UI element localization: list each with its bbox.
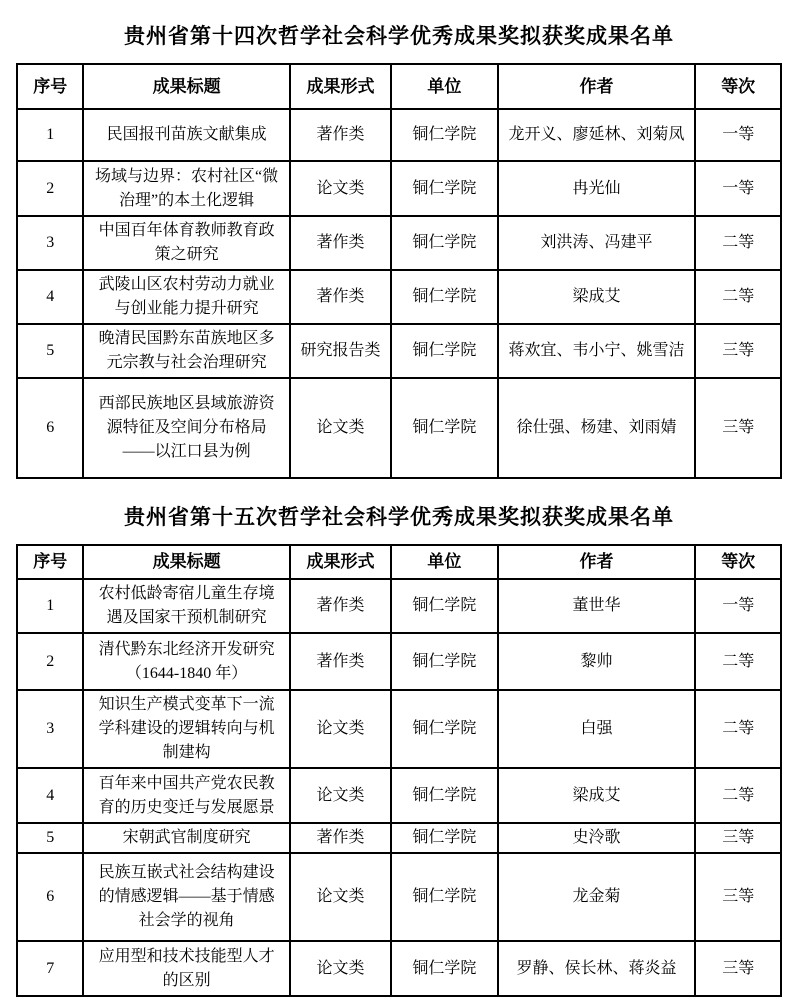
- cell-title: 武陵山区农村劳动力就业与创业能力提升研究: [83, 270, 289, 324]
- cell-unit: 铜仁学院: [391, 324, 497, 378]
- header-form: 成果形式: [290, 545, 392, 579]
- header-seq: 序号: [17, 64, 83, 109]
- cell-rank: 三等: [695, 853, 781, 941]
- cell-unit: 铜仁学院: [391, 768, 497, 823]
- cell-authors: 徐仕强、杨建、刘雨婧: [498, 378, 696, 478]
- cell-authors: 白强: [498, 690, 696, 768]
- cell-authors: 刘洪涛、冯建平: [498, 216, 696, 270]
- cell-rank: 二等: [695, 270, 781, 324]
- cell-authors: 龙金菊: [498, 853, 696, 941]
- cell-form: 论文类: [290, 690, 392, 768]
- cell-title: 应用型和技术技能型人才的区别: [83, 941, 289, 996]
- cell-form: 论文类: [290, 853, 392, 941]
- header-authors: 作者: [498, 545, 696, 579]
- cell-seq: 4: [17, 768, 83, 823]
- table-row: [17, 216, 781, 270]
- cell-rank: 二等: [695, 690, 781, 768]
- cell-form: 著作类: [290, 216, 392, 270]
- cell-unit: 铜仁学院: [391, 941, 497, 996]
- cell-seq: 6: [17, 853, 83, 941]
- cell-form: 著作类: [290, 579, 392, 633]
- cell-unit: 铜仁学院: [391, 109, 497, 161]
- header-rank: 等次: [695, 64, 781, 109]
- table-row: [17, 941, 781, 996]
- table-row: [17, 109, 781, 161]
- cell-seq: 4: [17, 270, 83, 324]
- header-authors: 作者: [498, 64, 696, 109]
- cell-seq: 1: [17, 579, 83, 633]
- cell-unit: 铜仁学院: [391, 216, 497, 270]
- table-row: [17, 579, 781, 633]
- cell-rank: 三等: [695, 941, 781, 996]
- cell-seq: 3: [17, 216, 83, 270]
- cell-form: 论文类: [290, 161, 392, 216]
- cell-title: 场域与边界：农村社区“微治理”的本土化逻辑: [83, 161, 289, 216]
- cell-rank: 三等: [695, 324, 781, 378]
- cell-seq: 1: [17, 109, 83, 161]
- cell-authors: 龙开义、廖延林、刘菊凤: [498, 109, 696, 161]
- cell-seq: 6: [17, 378, 83, 478]
- cell-seq: 2: [17, 633, 83, 690]
- cell-rank: 一等: [695, 579, 781, 633]
- cell-rank: 一等: [695, 109, 781, 161]
- cell-unit: 铜仁学院: [391, 161, 497, 216]
- header-unit: 单位: [391, 64, 497, 109]
- table-row: [17, 270, 781, 324]
- cell-seq: 3: [17, 690, 83, 768]
- cell-authors: 黎帅: [498, 633, 696, 690]
- cell-title: 晚清民国黔东苗族地区多元宗教与社会治理研究: [83, 324, 289, 378]
- cell-title: 百年来中国共产党农民教育的历史变迁与发展愿景: [83, 768, 289, 823]
- awards-table-15th: [16, 544, 782, 997]
- cell-title: 中国百年体育教师教育政策之研究: [83, 216, 289, 270]
- table-row: [17, 161, 781, 216]
- table-row: [17, 324, 781, 378]
- header-seq: 序号: [17, 545, 83, 579]
- table-row: [17, 633, 781, 690]
- cell-form: 著作类: [290, 633, 392, 690]
- table-title-15th: 贵州省第十五次哲学社会科学优秀成果奖拟获奖成果名单: [124, 506, 674, 529]
- cell-form: 著作类: [290, 823, 392, 853]
- table-row: [17, 690, 781, 768]
- cell-rank: 二等: [695, 633, 781, 690]
- cell-authors: 梁成艾: [498, 270, 696, 324]
- cell-unit: 铜仁学院: [391, 823, 497, 853]
- table-row: [17, 768, 781, 823]
- cell-seq: 5: [17, 823, 83, 853]
- cell-form: 论文类: [290, 768, 392, 823]
- cell-rank: 三等: [695, 823, 781, 853]
- cell-title: 宋朝武官制度研究: [83, 823, 289, 853]
- cell-authors: 梁成艾: [498, 768, 696, 823]
- cell-form: 著作类: [290, 270, 392, 324]
- awards-table-14th: [16, 63, 782, 479]
- table-row: [17, 823, 781, 853]
- cell-rank: 三等: [695, 378, 781, 478]
- header-rank: 等次: [695, 545, 781, 579]
- cell-authors: 蒋欢宜、韦小宁、姚雪洁: [498, 324, 696, 378]
- cell-unit: 铜仁学院: [391, 690, 497, 768]
- cell-authors: 史泠歌: [498, 823, 696, 853]
- table-row: [17, 378, 781, 478]
- cell-title: 民族互嵌式社会结构建设的情感逻辑——基于情感社会学的视角: [83, 853, 289, 941]
- cell-authors: 董世华: [498, 579, 696, 633]
- cell-seq: 2: [17, 161, 83, 216]
- cell-title: 民国报刊苗族文献集成: [83, 109, 289, 161]
- cell-title: 知识生产模式变革下一流学科建设的逻辑转向与机制建构: [83, 690, 289, 768]
- cell-form: 著作类: [290, 109, 392, 161]
- header-form: 成果形式: [290, 64, 392, 109]
- table-title-14th: 贵州省第十四次哲学社会科学优秀成果奖拟获奖成果名单: [124, 25, 674, 48]
- cell-unit: 铜仁学院: [391, 378, 497, 478]
- cell-unit: 铜仁学院: [391, 853, 497, 941]
- cell-authors: 罗静、侯长林、蒋炎益: [498, 941, 696, 996]
- cell-unit: 铜仁学院: [391, 270, 497, 324]
- cell-form: 研究报告类: [290, 324, 392, 378]
- cell-rank: 二等: [695, 768, 781, 823]
- table-row: [17, 853, 781, 941]
- cell-title: 农村低龄寄宿儿童生存境遇及国家干预机制研究: [83, 579, 289, 633]
- cell-seq: 7: [17, 941, 83, 996]
- cell-seq: 5: [17, 324, 83, 378]
- cell-rank: 二等: [695, 216, 781, 270]
- cell-title: 西部民族地区县域旅游资源特征及空间分布格局——以江口县为例: [83, 378, 289, 478]
- header-unit: 单位: [391, 545, 497, 579]
- header-row: [17, 545, 781, 579]
- header-row: [17, 64, 781, 109]
- header-title: 成果标题: [83, 545, 289, 579]
- cell-form: 论文类: [290, 378, 392, 478]
- cell-authors: 冉光仙: [498, 161, 696, 216]
- cell-unit: 铜仁学院: [391, 633, 497, 690]
- cell-title: 清代黔东北经济开发研究（1644-1840 年）: [83, 633, 289, 690]
- header-title: 成果标题: [83, 64, 289, 109]
- cell-unit: 铜仁学院: [391, 579, 497, 633]
- cell-rank: 一等: [695, 161, 781, 216]
- cell-form: 论文类: [290, 941, 392, 996]
